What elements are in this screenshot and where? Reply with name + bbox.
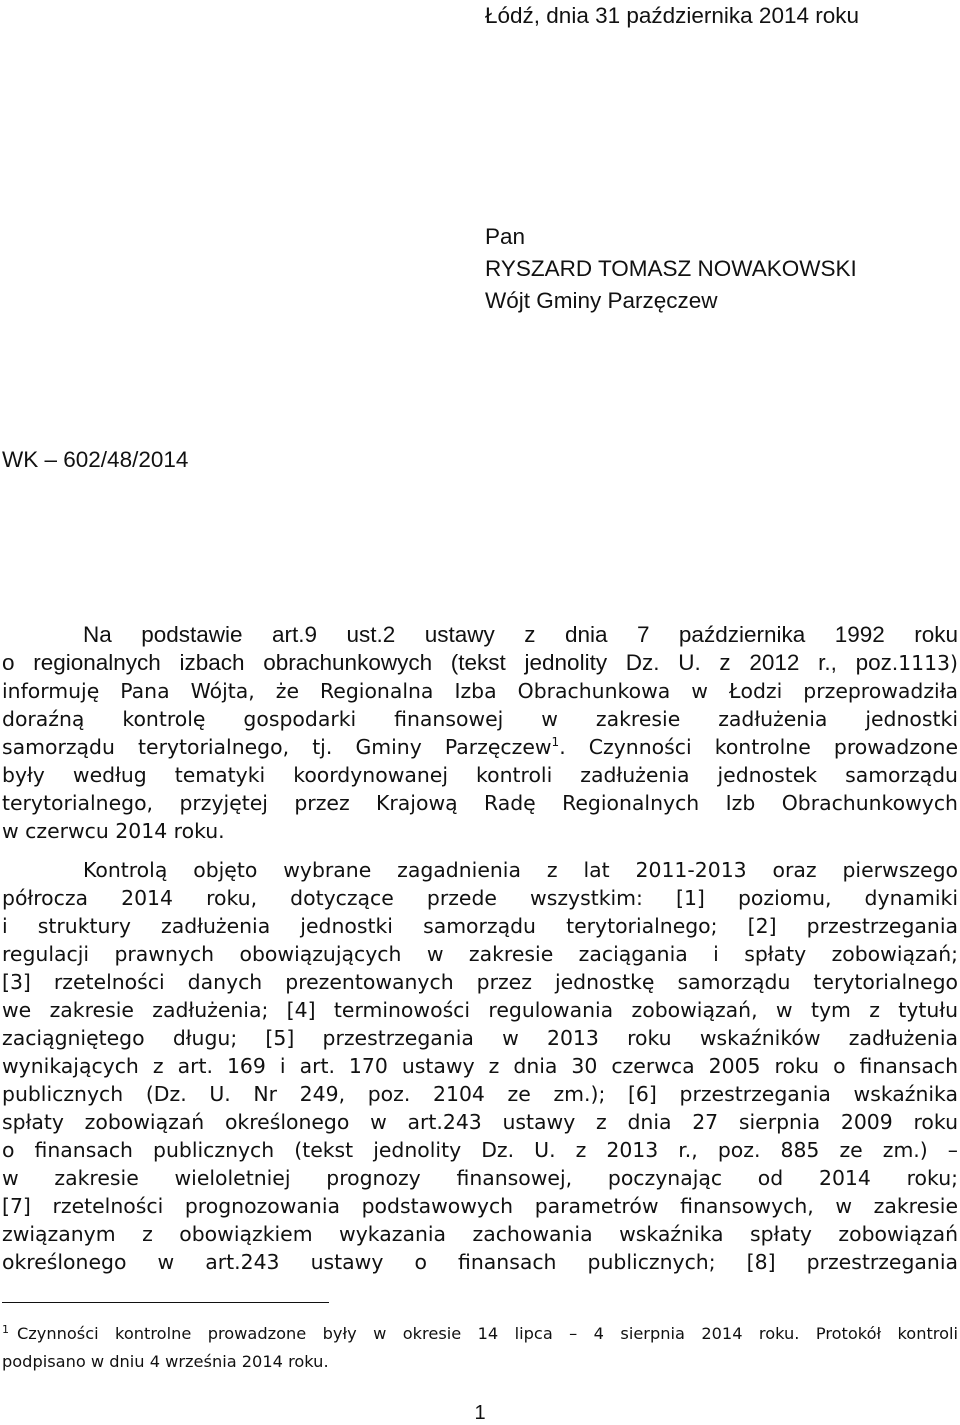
paragraph-line: regulacji prawnych obowiązujących w zakresie zaciągania i spłaty zobowiązań; bbox=[2, 942, 958, 966]
paragraph-line: zaciągniętego długu; [5] przestrzegania w 2013 roku wskaźników zadłużenia bbox=[2, 1026, 958, 1050]
footnote-line bbox=[2, 1320, 958, 1348]
paragraph-line: w zakresie wieloletniej prognozy finansowej, poczynając od 2014 roku; bbox=[2, 1166, 958, 1190]
paragraph-line: terytorialnego, przyjętej przez Krajową Radę Regionalnych Izb Obrachunkowych bbox=[2, 791, 958, 815]
addressee-block bbox=[485, 221, 857, 317]
footnote-mark: 1 bbox=[2, 1322, 9, 1336]
paragraph-line: i struktury zadłużenia jednostki samorządu terytorialnego; [2] przestrzegania bbox=[2, 914, 958, 938]
footnote-line: podpisano w dniu 4 września 2014 roku. bbox=[2, 1352, 329, 1371]
addressee-salutation: Pan bbox=[485, 224, 526, 249]
paragraph-line: Na podstawie art.9 ust.2 ustawy z dnia 7 października 1992 roku bbox=[83, 622, 958, 647]
place-date: Łódź, dnia 31 października 2014 roku bbox=[485, 3, 860, 28]
paragraph-line: doraźną kontrolę gospodarki finansowej w zakresie zadłużenia jednostki bbox=[2, 707, 958, 731]
paragraph-line: [7] rzetelności prognozowania podstawowych parametrów finansowych, w zakresie bbox=[2, 1194, 958, 1218]
footnote-text: Czynności kontrolne prowadzone były w okresie 14 lipca – 4 sierpnia 2014 roku. Protokół kontroli bbox=[17, 1324, 958, 1343]
paragraph-line-tail: . Czynności kontrolne prowadzone bbox=[559, 735, 958, 759]
paragraph-line: [3] rzetelności danych prezentowanych przez jednostkę samorządu terytorialnego bbox=[2, 970, 958, 994]
paragraph-line: o finansach publicznych (tekst jednolity Dz. U. z 2013 r., poz. 885 ze zm.) – bbox=[2, 1138, 958, 1162]
paragraph-line: we zakresie zadłużenia; [4] terminowości regulowania zobowiązań, w tym z tytułu bbox=[2, 998, 958, 1022]
reference-number: WK – 602/48/2014 bbox=[2, 447, 189, 472]
paragraph-line: określonego w art.243 ustawy o finansach publicznych; [8] przestrzegania bbox=[2, 1250, 958, 1274]
footnote-reference[interactable]: 1 bbox=[551, 735, 560, 750]
footnote-separator bbox=[2, 1302, 329, 1303]
paragraph-line: Kontrolą objęto wybrane zagadnienia z lat 2011-2013 oraz pierwszego bbox=[83, 858, 958, 882]
addressee-title: Wójt Gminy Parzęczew bbox=[485, 288, 718, 313]
addressee-name: RYSZARD TOMASZ NOWAKOWSKI bbox=[485, 256, 857, 281]
paragraph-line: w czerwcu 2014 roku. bbox=[2, 819, 225, 843]
paragraph-line: związanym z obowiązkiem wykazania zachowania wskaźnika spłaty zobowiązań bbox=[2, 1222, 958, 1246]
paragraph-line bbox=[2, 649, 958, 677]
paragraph-line: półrocza 2014 roku, dotyczące przede wszystkim: [1] poziomu, dynamiki bbox=[2, 886, 958, 910]
paragraph-line: publicznych (Dz. U. Nr 249, poz. 2104 ze zm.); [6] przestrzegania wskaźnika bbox=[2, 1082, 958, 1106]
paragraph-line-text: o regionalnych izbach obrachunkowych (tekst jednolity Dz. U. z 2012 r., poz. bbox=[2, 650, 899, 675]
paragraph-line: informuję Pana Wójta, że Regionalna Izba Obrachunkowa w Łodzi przeprowadziła bbox=[2, 679, 958, 703]
paragraph-legal-basis bbox=[2, 621, 958, 845]
page-number: 1 bbox=[474, 1402, 486, 1424]
paragraph-line-text: samorządu terytorialnego, tj. Gminy Parzęczew bbox=[2, 735, 552, 759]
paragraph-line: były według tematyki koordynowanej kontroli zadłużenia jednostek samorządu bbox=[2, 763, 958, 787]
paragraph-line: wynikających z art. 169 i art. 170 ustawy z dnia 30 czerwca 2005 roku o finansach bbox=[2, 1054, 958, 1078]
paragraph-scope bbox=[2, 856, 958, 1276]
paragraph-line: spłaty zobowiązań określonego w art.243 ustawy z dnia 27 sierpnia 2009 roku bbox=[2, 1110, 958, 1134]
paragraph-line bbox=[2, 733, 958, 761]
footnote bbox=[2, 1320, 958, 1376]
paragraph-line-tail: 1113) bbox=[898, 651, 958, 675]
